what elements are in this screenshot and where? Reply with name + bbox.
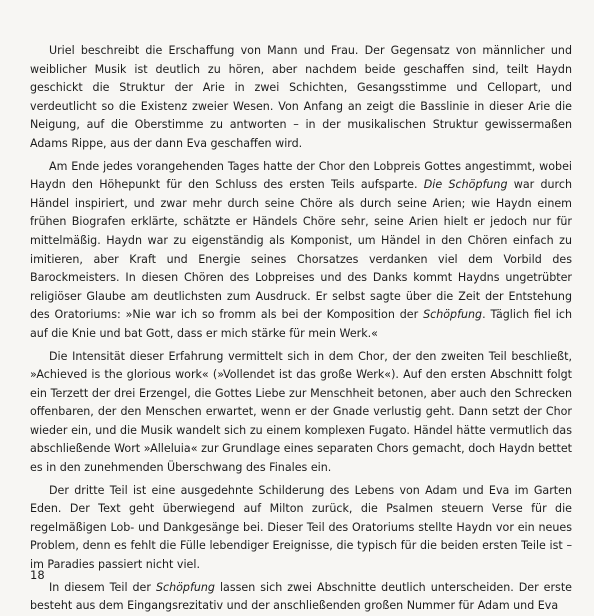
text-run: Der dritte Teil ist eine ausgedehnte Schilderung des Lebens von Adam und Eva im Garten Eden. Der Text geht überwiegend auf Milton zurück, die Psalmen steuern Verse für die regelmäßigen Lob- und Dankgesänge bei. Dieser Teil des Oratoriums stellte Haydn vor ein neues Problem, denn es fehlt die Fülle lebendiger Ereignisse, die typisch für die beiden ersten Teile ist – im Paradies passiert nicht viel. <box>30 483 572 572</box>
italic-title: Die Schöpfung <box>423 178 508 192</box>
italic-title: Schöpfung <box>423 308 483 322</box>
paragraph-1 <box>30 42 572 154</box>
text-run: Die Intensität dieser Erfahrung vermittelt sich in dem Chor, der den zweiten Teil beschließt, »Achieved is the glorious work« (»Vollendet ist das große Werk«). Auf den ersten Abschnitt folgt ein Terzett der drei Erzengel, die Gottes Liebe zur Menschheit betonen, aber auch den Schrecken offenbaren, der den Menschen erwartet, wenn er der Gnade verlustig geht. Dann setzt der Chor wieder ein, und die Musik wandelt sich zu einem komplexen Fugato. Händel hätte vermutlich das abschließende Wort »Alleluia« zur Grundlage eines separaten Chors gemacht, doch Haydn bettet es in den zunehmenden Überschwang des Finales ein. <box>30 349 572 475</box>
paragraph-2 <box>30 158 572 344</box>
italic-title: Schöpfung <box>155 580 215 594</box>
paragraph-5 <box>30 579 572 616</box>
text-run: . Täglich fiel ich auf die Knie und bat Gott, dass er mich stärke für mein Werk.« <box>30 308 572 340</box>
text-run: lassen sich zwei Abschnitte deutlich unterscheiden. Der erste besteht aus dem Eingangsrezitativ und der anschließenden großen Nummer für Adam und Eva <box>30 580 572 613</box>
page-number: 18 <box>30 568 45 582</box>
paragraph-3 <box>30 348 572 478</box>
text-run: war durch Händel inspiriert, und zwar mehr durch seine Chöre als durch seine Arien; wie Haydn einem frühen Biografen erklärte, schätzte er Händels Chöre sehr, seine Arien hielt er jedoch nur für mittelmäßig. Haydn war zu eigenständig als Komponist, um Händel in den Chören einfach zu imitieren, aber Kraft und Energie seines Chorsatzes verdanken viel dem Vorbild des Barockmeisters. In diesen Chören des Lobpreises und des Danks kommt Haydns ungetrübter religiöser Glaube am deutlichsten zum Ausdruck. Er selbst sagte über die Zeit der Entstehung des Oratoriums: »Nie war ich so fromm als bei der Komposition der <box>30 178 572 322</box>
paragraph-4 <box>30 482 572 575</box>
text-run: Am Ende jedes vorangehenden Tages hatte der Chor den Lobpreis Gottes angestimmt, wobei Haydn den Höhepunkt für den Schluss des ersten Teils aufsparte. <box>30 159 572 192</box>
text-run: In diesem Teil der <box>49 580 156 594</box>
text-run: Uriel beschreibt die Erschaffung von Mann und Frau. Der Gegensatz von männlicher und weiblicher Musik ist deutlich zu hören, aber nachdem beide geschaffen sind, teilt Haydn geschickt die Struktur der Arie in zwei Schichten, Gesangsstimme und Cellopart, und verdeutlicht so die Existenz zweier Wesen. Von Anfang an zeigt die Basslinie in dieser Arie die Neigung, auf die Oberstimme zu antworten – in der musikalischen Struktur gewissermaßen Adams Rippe, aus der dann Eva geschaffen wird. <box>30 44 572 150</box>
body-text <box>30 42 572 616</box>
